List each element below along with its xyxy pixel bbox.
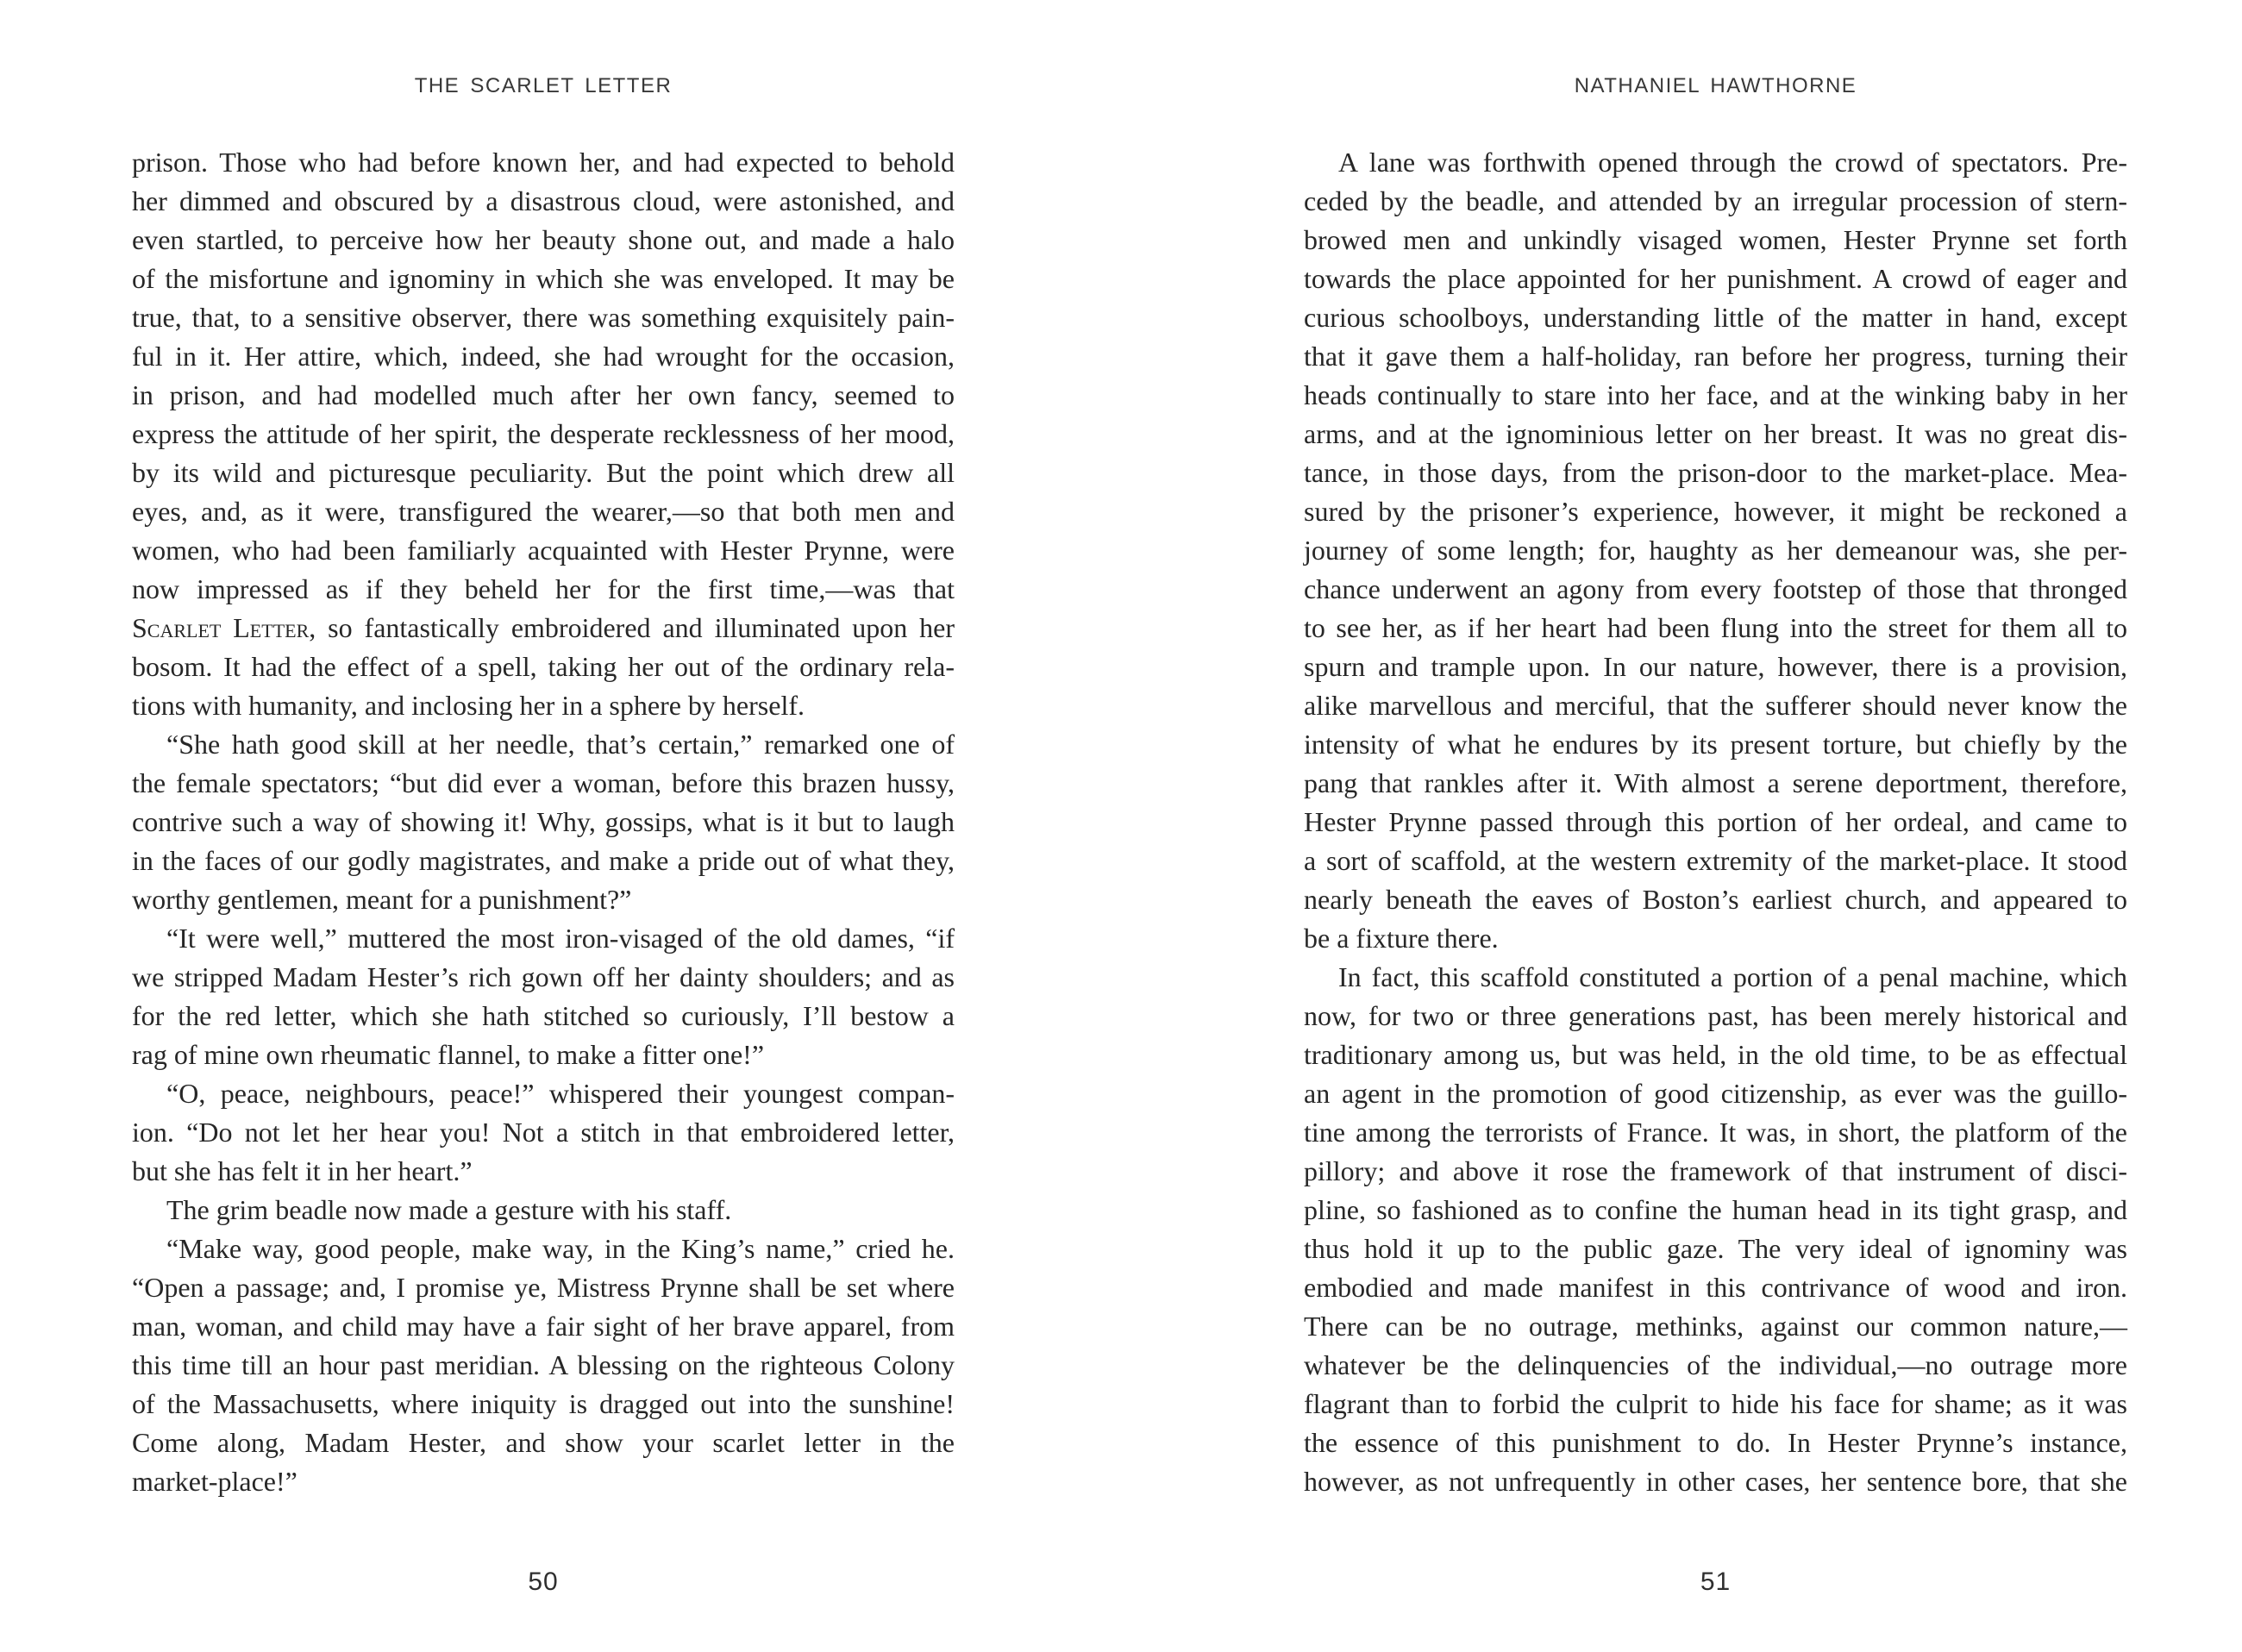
text-line: journey of some length; for, haughty as her demeanour was, she per- [1304,535,2127,566]
text-line: spurn and trample upon. In our nature, however, there is a provision, [1304,651,2127,682]
text-line: pillory; and above it rose the framework of that instrument of disci- [1304,1155,2127,1186]
text-line: bosom. It had the effect of a spell, taking her out of the ordinary rela- [132,651,955,682]
text-line: curious schoolboys, understanding little of the matter in hand, except [1304,302,2127,333]
page-left [132,0,955,1652]
text-line: that it gave them a half-holiday, ran before her progress, turning their [1304,341,2127,372]
text-line: of the misfortune and ignominy in which she was enveloped. It may be [132,263,955,294]
text-line: of the Massachusetts, where iniquity is dragged out into the sunshine! [132,1388,955,1419]
text-line: embodied and made manifest in this contrivance of wood and iron. [1304,1272,2127,1303]
text-line: express the attitude of her spirit, the desperate recklessness of her mood, [132,418,955,449]
text-line: “She hath good skill at her needle, that’s certain,” remarked one of [166,729,955,760]
page-number-left: 50 [528,1568,559,1596]
text-line: alike marvellous and merciful, that the sufferer should never know the [1304,690,2127,721]
running-head-right: NATHANIEL HAWTHORNE [1574,74,1857,97]
text-line: Come along, Madam Hester, and show your scarlet letter in the [132,1427,955,1458]
text-line: now impressed as if they beheld her for the first time,—was that [132,573,955,604]
text-line: ceded by the beadle, and attended by an irregular procession of stern- [1304,185,2127,216]
text-line: we stripped Madam Hester’s rich gown off her dainty shoulders; and as [132,961,955,992]
text-line: Hester Prynne passed through this portion of her ordeal, and came to [1304,806,2127,837]
text-line: “Make way, good people, make way, in the King’s name,” cried he. [166,1233,955,1264]
text-line: an agent in the promotion of good citizenship, as ever was the guillo- [1304,1078,2127,1109]
text-line: be a fixture there. [1304,923,1499,954]
text-line: the essence of this punishment to do. In Hester Prynne’s instance, [1304,1427,2127,1458]
text-line: to see her, as if her heart had been flung into the street for them all to [1304,612,2127,643]
text-line: man, woman, and child may have a fair sight of her brave apparel, from [132,1311,955,1342]
text-segment: , so fantastically embroidered and illuminated upon her [309,612,955,643]
text-line: tance, in those days, from the prison-door to the market-place. Mea- [1304,457,2127,488]
text-line: women, who had been familiarly acquainted with Hester Prynne, were [132,535,955,566]
page-right [1304,0,2127,1652]
text-line: worthy gentlemen, meant for a punishment?” [132,884,632,915]
text-line: pang that rankles after it. With almost a serene deportment, therefore, [1304,767,2127,798]
text-line: tions with humanity, and inclosing her in a sphere by herself. [132,690,805,721]
text-line: contrive such a way of showing it! Why, gossips, what is it but to laugh [132,806,955,837]
text-line: A lane was forthwith opened through the crowd of spectators. Pre- [1338,147,2127,178]
text-line: browed men and unkindly visaged women, Hester Prynne set forth [1304,224,2127,255]
text-line: prison. Those who had before known her, and had expected to behold [132,147,955,178]
running-head-left: THE SCARLET LETTER [414,74,673,97]
text-line: market-place!” [132,1466,297,1497]
page-body-left [132,143,955,1501]
text-line: There can be no outrage, methinks, against our common nature,— [1304,1311,2127,1342]
text-line: pline, so fashioned as to confine the human head in its tight grasp, and [1304,1194,2127,1225]
text-line: the female spectators; “but did ever a woman, before this brazen hussy, [132,767,955,798]
text-line: a sort of scaffold, at the western extremity of the market-place. It stood [1304,845,2127,876]
text-line: ion. “Do not let her hear you! Not a stitch in that embroidered letter, [132,1117,955,1148]
text-line: for the red letter, which she hath stitched so curiously, I’ll bestow a [132,1000,955,1031]
text-line: arms, and at the ignominious letter on her breast. It was no great dis- [1304,418,2127,449]
text-line: even startled, to perceive how her beauty shone out, and made a halo [132,224,955,255]
text-line: ful in it. Her attire, which, indeed, she had wrought for the occasion, [132,341,955,372]
text-line: eyes, and, as it were, transfigured the wearer,—so that both men and [132,496,955,527]
text-line: In fact, this scaffold constituted a portion of a penal machine, which [1338,961,2127,992]
text-line: true, that, to a sensitive observer, there was something exquisitely pain- [132,302,955,333]
text-line: intensity of what he endures by its present torture, but chiefly by the [1304,729,2127,760]
text-line: but she has felt it in her heart.” [132,1155,473,1186]
text-line: nearly beneath the eaves of Boston’s earliest church, and appeared to [1304,884,2127,915]
text-line: by its wild and picturesque peculiarity. But the point which drew all [132,457,955,488]
text-line: “O, peace, neighbours, peace!” whispered their youngest compan- [166,1078,955,1109]
text-line: thus hold it up to the public gaze. The very ideal of ignominy was [1304,1233,2127,1264]
text-line [132,609,955,648]
text-line: however, as not unfrequently in other cases, her sentence bore, that she [1304,1466,2127,1497]
text-line: “Open a passage; and, I promise ye, Mistress Prynne shall be set where [132,1272,955,1303]
text-line: rag of mine own rheumatic flannel, to make a fitter one!” [132,1039,765,1070]
text-line: towards the place appointed for her punishment. A crowd of eager and [1304,263,2127,294]
text-line: whatever be the delinquencies of the individual,—no outrage more [1304,1349,2127,1380]
page-body-right [1304,143,2127,1501]
text-line: her dimmed and obscured by a disastrous cloud, were astonished, and [132,185,955,216]
text-line: in prison, and had modelled much after her own fancy, seemed to [132,379,955,410]
text-line: sured by the prisoner’s experience, however, it might be reckoned a [1304,496,2127,527]
text-line: The grim beadle now made a gesture with his staff. [166,1194,732,1225]
page-number-right: 51 [1700,1568,1732,1596]
text-line: now, for two or three generations past, has been merely historical and [1304,1000,2127,1031]
text-line: in the faces of our godly magistrates, and make a pride out of what they, [132,845,955,876]
small-caps-text: Scarlet Letter [132,612,310,643]
text-line: “It were well,” muttered the most iron-visaged of the old dames, “if [166,923,955,954]
text-line: tine among the terrorists of France. It was, in short, the platform of the [1304,1117,2127,1148]
text-line: flagrant than to forbid the culprit to hide his face for shame; as it was [1304,1388,2127,1419]
text-line: traditionary among us, but was held, in the old time, to be as effectual [1304,1039,2127,1070]
text-line: this time till an hour past meridian. A blessing on the righteous Colony [132,1349,955,1380]
text-line: chance underwent an agony from every footstep of those that thronged [1304,573,2127,604]
text-line: heads continually to stare into her face, and at the winking baby in her [1304,379,2127,410]
